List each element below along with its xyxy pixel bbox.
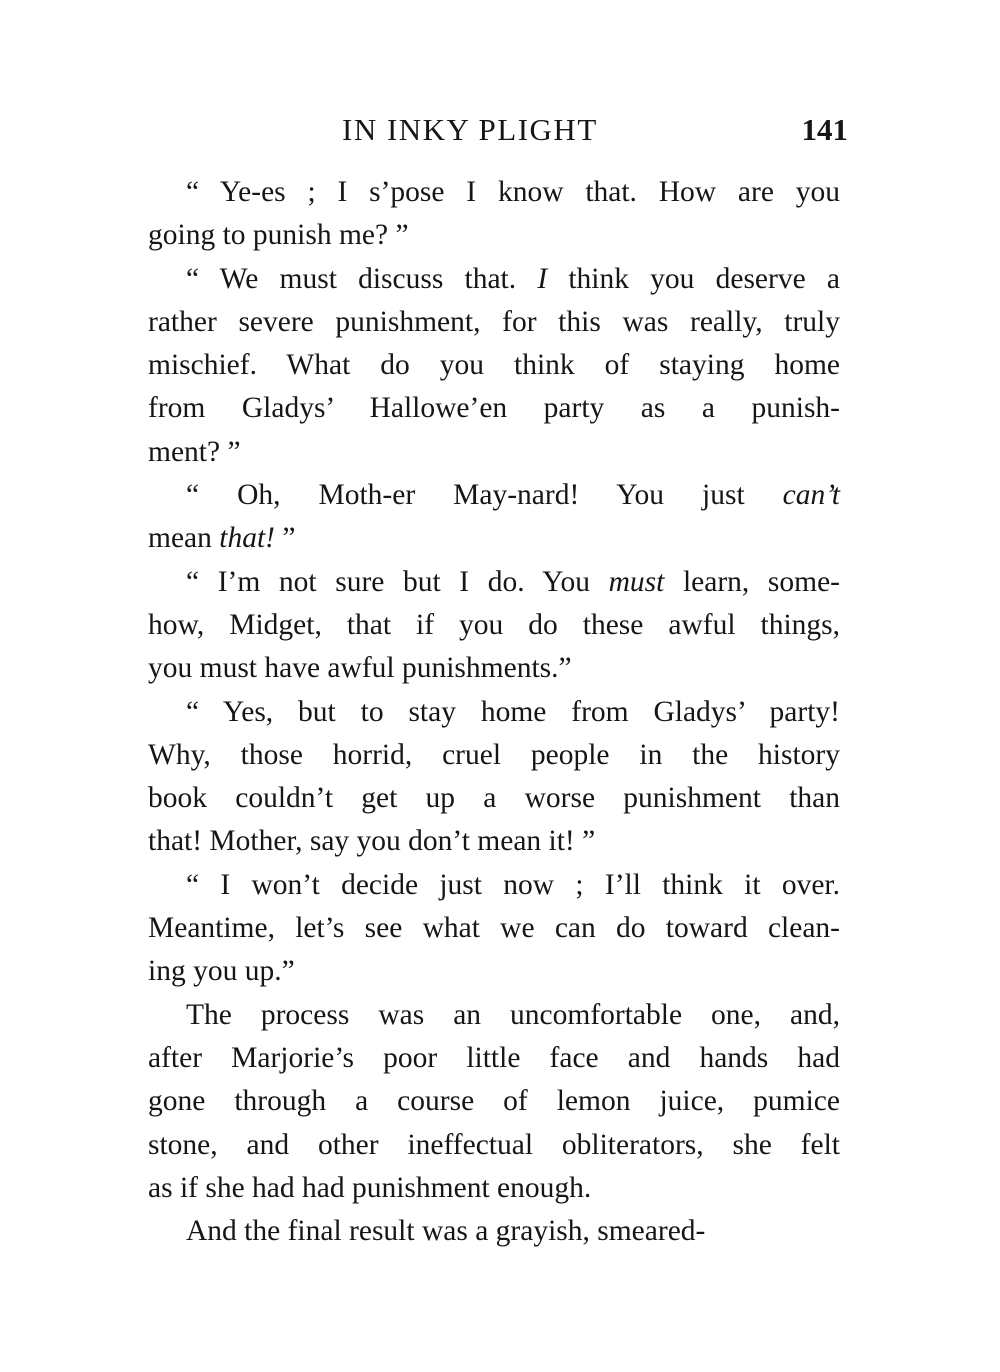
text-line: how, Midget, that if you do these awful things, — [148, 608, 840, 641]
paragraph — [148, 691, 840, 864]
text-line: going to punish me? ” — [148, 219, 409, 252]
text-line: “ I’m not sure but I do. You must learn, some- — [186, 565, 840, 598]
running-title: IN INKY PLIGHT — [342, 112, 598, 147]
text-line: rather severe punishment, for this was really, truly — [148, 305, 840, 338]
text-line: “ Yes, but to stay home from Gladys’ party! — [186, 695, 840, 728]
paragraph — [148, 474, 840, 561]
paragraph — [148, 994, 840, 1210]
text-line: Meantime, let’s see what we can do toward clean- — [148, 912, 840, 945]
paragraph — [148, 258, 840, 474]
text-line: “ Ye-es ; I s’pose I know that. How are you — [186, 176, 840, 208]
text-line: ment? ” — [148, 435, 241, 468]
text-line: you must have awful punishments.” — [148, 652, 572, 685]
text-line: gone through a course of lemon juice, pumice — [148, 1085, 840, 1118]
scan-mark — [18, 1338, 32, 1348]
text-line: “ We must discuss that. I think you deserve a — [186, 262, 840, 295]
paragraph — [148, 171, 840, 258]
paragraph — [148, 1210, 840, 1253]
text-line: from Gladys’ Hallowe’en party as a punish- — [148, 392, 840, 425]
page-number: 141 — [801, 112, 848, 147]
paragraph — [148, 864, 840, 994]
text-line: Why, those horrid, cruel people in the history — [148, 738, 840, 771]
text-line: ing you up.” — [148, 955, 295, 988]
text-line: book couldn’t get up a worse punishment than — [148, 782, 840, 815]
body-text — [148, 171, 840, 1253]
text-line: “ I won’t decide just now ; I’ll think it over. — [186, 868, 840, 901]
text-line: The process was an uncomfortable one, and, — [186, 998, 840, 1031]
text-line: after Marjorie’s poor little face and hands had — [148, 1041, 840, 1074]
text-line: mischief. What do you think of staying home — [148, 349, 840, 382]
text-line: as if she had had punishment enough. — [148, 1171, 592, 1204]
text-line: that! Mother, say you don’t mean it! ” — [148, 825, 596, 858]
text-line: mean that! ” — [148, 522, 296, 555]
text-line: And the final result was a grayish, smeared- — [186, 1215, 706, 1248]
text-line: stone, and other ineffectual obliterators, she felt — [148, 1128, 840, 1161]
running-head — [148, 112, 848, 152]
paragraph — [148, 561, 840, 691]
text-line: “ Oh, Moth-er May-nard! You just can’t — [186, 479, 840, 512]
